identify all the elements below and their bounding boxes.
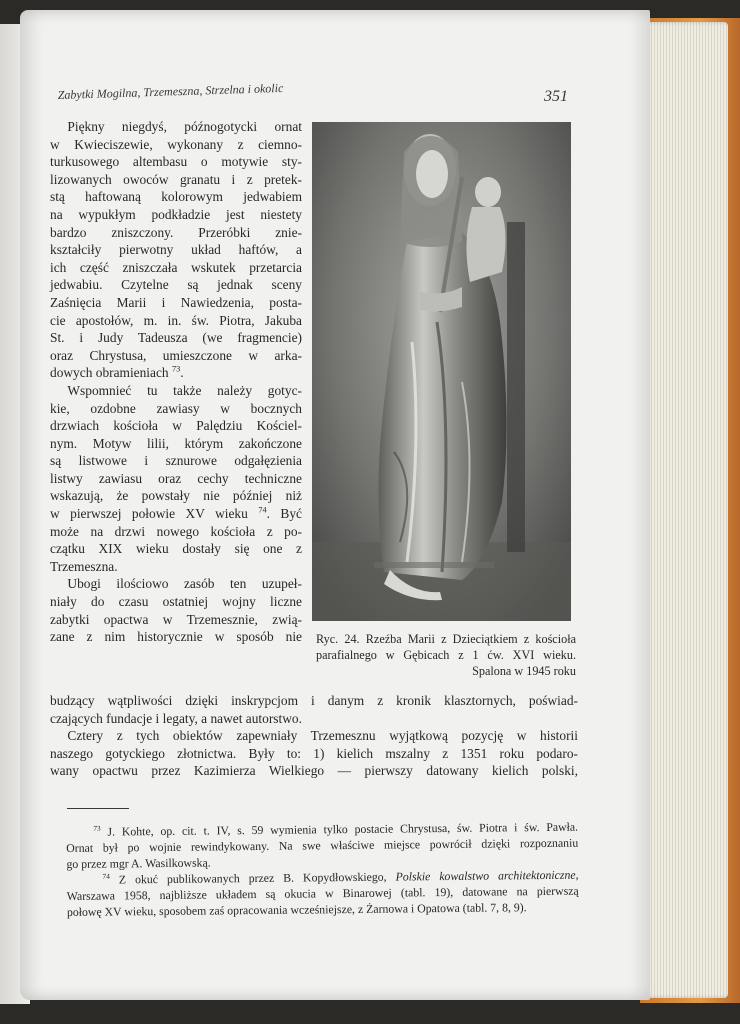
paragraph-ubogi — [50, 575, 302, 645]
text-line: lizowanych owoców granatu i z pretek- — [50, 171, 302, 187]
text-line: dowych obramieniach $^{73}$. — [50, 364, 184, 381]
text-line: w Kwieciszewie, wykonany z ciemno- — [50, 136, 302, 152]
text-fragment: Z okuć publikowanych przez B. Kopydłowskiego, — [118, 869, 396, 887]
text-line: drzwiach kościoła w Palędziu Kościel- — [50, 418, 302, 434]
figure-caption — [316, 632, 576, 679]
text-line: jedwabiu. Czytelne są jednak sceny — [50, 277, 302, 293]
text-line: turkusowego altembasu o motywie sty- — [50, 154, 302, 170]
paragraph-zawiasy — [50, 382, 302, 576]
caption-line: Spalona w 1945 roku — [472, 663, 576, 678]
text-line: kształciły pierwotny układ haftów, a — [50, 242, 302, 258]
text-line: czających fundacje i legaty, a nawet autorstwo. — [50, 710, 302, 726]
text-line: budzący wątpliwości dzięki inskrypcjom i danym z kronik klasztornych, poświad- — [50, 693, 578, 708]
text-line: Ubogi ilościowo zasób ten uzupeł- — [67, 576, 302, 592]
text-line: stą haftowaną kolorowym jedwabiem — [50, 189, 302, 205]
text-line: nym. Motyw lilii, którym zakończone — [50, 435, 302, 451]
footnote-ref: 74 — [258, 505, 267, 515]
text-line: cie apostołów, m. in. św. Piotra, Jakuba — [50, 312, 302, 328]
full-width-text — [50, 692, 578, 780]
text-line: czątku XIX wieku dostały się one z — [50, 541, 302, 557]
text-fragment: dowych obramieniach — [50, 365, 169, 381]
text-line: zane z nim historycznie w sposób nie — [50, 629, 302, 645]
caption-line: Ryc. 24. Rzeźba Marii z Dzieciątkiem z kościoła — [316, 632, 576, 646]
page-number: 351 — [544, 88, 568, 105]
text-line: Cztery z tych obiektów zapewniały Trzemesznu wyjątkową pozycję w historii — [67, 728, 578, 744]
text-column — [50, 118, 302, 646]
caption-line: parafialnego w Gębicach z 1 ćw. XVI wieku. — [316, 647, 576, 662]
text-fragment: J. Kohte, op. cit. t. IV, s. 59 wymienia tylko postacie Chrystusa, św. Piotra i św. Pawła. — [107, 819, 579, 839]
text-line: oraz Chrystusa, umieszczone w arka- — [50, 347, 302, 363]
page-stack — [646, 22, 728, 998]
text-line — [50, 505, 302, 523]
text-line: St. i Judy Tadeusza (we fragmencie) — [50, 330, 302, 346]
figure-photo — [312, 122, 571, 621]
text-line: zabytki opactwa w Trzemesznie, zwią- — [50, 611, 302, 627]
text-line: ich część zniszczała wskutek przetarcia — [50, 259, 302, 275]
text-line: na wypukłym podkładzie jest niestety — [50, 206, 302, 222]
paragraph-ornat — [50, 118, 302, 382]
text-line: naszego gotyckiego złotnictwa. Były to: 1) kielich mszalny z 1351 roku podaro- — [50, 745, 578, 761]
footnote-ref: 73 — [171, 364, 181, 374]
text-line: Zaśnięcia Marii i Nawiedzenia, posta- — [50, 294, 302, 310]
text-line: kie, ozdobne zawiasy w bocznych — [50, 400, 302, 416]
footnote-number: 73 — [93, 823, 101, 833]
text-fragment: w pierwszej połowie XV wieku — [50, 506, 248, 522]
text-line: listwy zawiasu oraz cechy techniczne — [50, 470, 302, 486]
text-line: wany opactwu przez Kazimierza Wielkiego — pierwszy datowany kielich polski, — [50, 763, 578, 779]
footnote-line: połowę XV wieku, sposobem zaś opracowania wcześniejsze, z Żarnowa i Opatowa (tabl. 7, 8, 9). — [66, 900, 527, 919]
text-line: Trzemeszna. — [50, 558, 118, 574]
footnote-line: go przez mgr A. Wasilkowską. — [66, 855, 211, 871]
text-line: Piękny niegdyś, późnogotycki ornat — [67, 119, 302, 134]
footnote-line: Warszawa 1958, najbliższe układem są okucia w Binarowej (tabl. 19), datowane na pierwszą — [66, 883, 579, 903]
text-line: wskazują, że powstały nie później niż — [50, 488, 302, 504]
footnotes — [66, 819, 579, 920]
book-page — [20, 10, 650, 1000]
madonna-sculpture-illustration — [312, 122, 571, 621]
text-line: bardzo zniszczony. Przeróbki znie- — [50, 224, 302, 240]
running-title: Zabytki Mogilna, Trzemeszna, Strzelna i okolic — [57, 80, 284, 103]
text-line: są listwowe i sznurowe odgałęzienia — [50, 453, 302, 469]
footnote-rule — [67, 808, 129, 809]
footnote-line: Ornat był po wojnie rewindykowany. Na swe właściwe miejsce powrócił dzięki rozpoznaniu — [66, 835, 579, 855]
text-line: Wspomnieć tu także należy gotyc- — [67, 382, 302, 398]
text-line: niały do czasu ostatniej wojny liczne — [50, 594, 302, 610]
text-line: może na drzwi nowego kościoła z po- — [50, 523, 302, 539]
book-title: Polskie kowalstwo architektoniczne, — [395, 867, 579, 884]
text-fragment: . Być — [266, 506, 302, 522]
footnote-number: 74 — [102, 871, 110, 881]
